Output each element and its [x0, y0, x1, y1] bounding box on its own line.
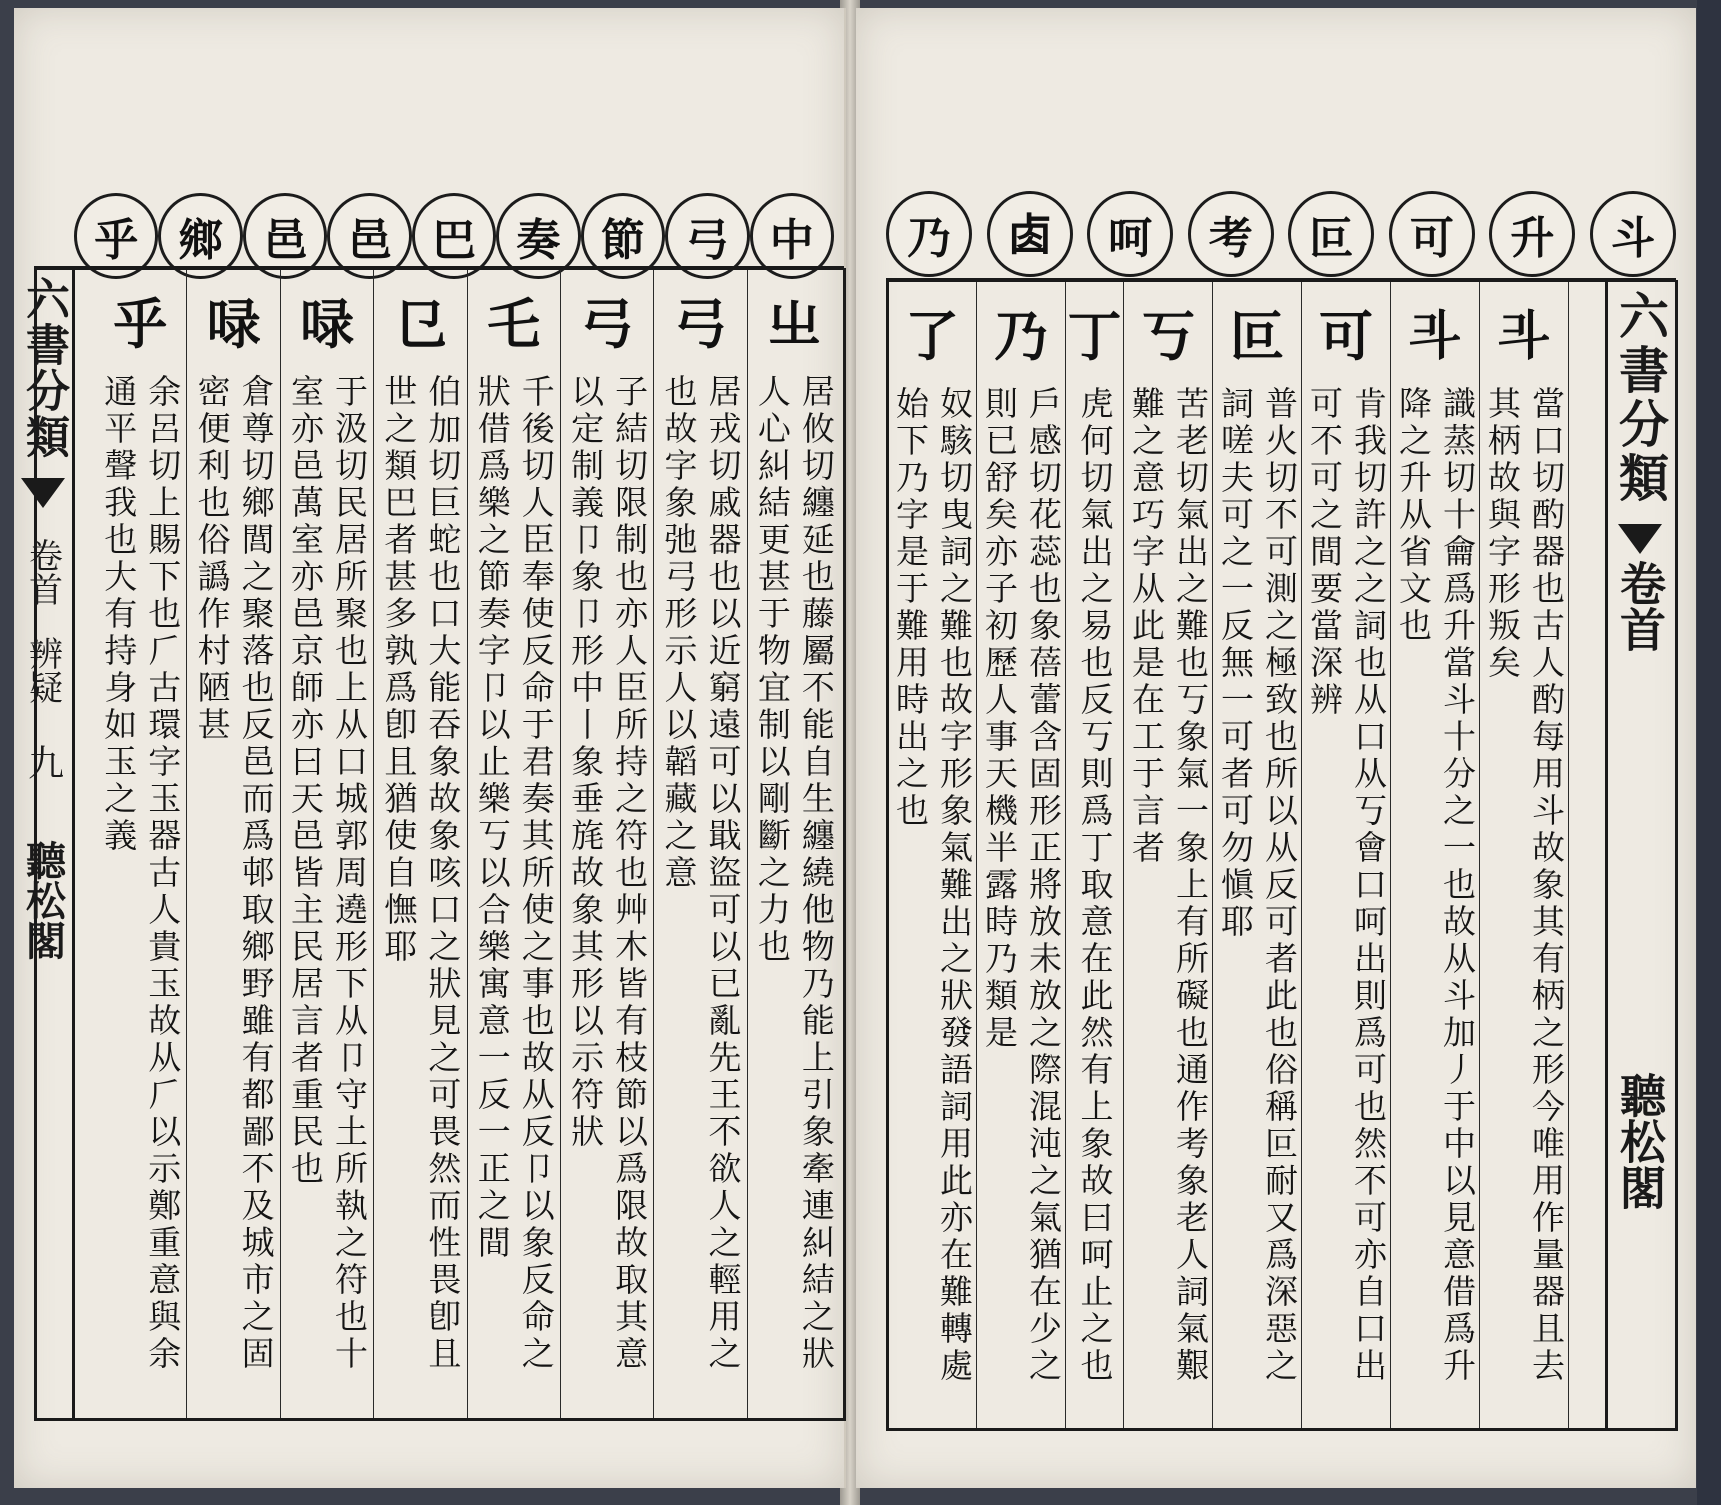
seal-script-glyph: 𣁬: [1408, 304, 1462, 368]
entry-column: [1123, 282, 1212, 1428]
entry-text: 識蒸切十龠爲升當斗十分之一也故从斗加丿于中以見意借爲升降之升从省文也: [1394, 386, 1477, 1385]
seal-char: 𠧪: [987, 191, 1073, 277]
seal-script-glyph: 㞢: [766, 292, 821, 356]
entry-column: [1301, 282, 1390, 1428]
entry-text: 子結切限制也亦人臣所持之符也艸木皆有枝節以爲限故取其意以定制義卩象卩形中丨象垂旄故象其形以示符狀: [566, 374, 650, 1373]
background-edge: [1697, 0, 1721, 1505]
seal-script-glyph: 㖨: [206, 292, 261, 356]
entry-column: [1390, 282, 1479, 1428]
entry-text: 余呂切上賜下也𠂆古環字玉器古人貴玉故从𠂆以示鄭重意與余通平聲我也大有持身如玉之義: [99, 374, 183, 1373]
margin-fill: [1568, 282, 1605, 1428]
fish-tail-mark: [21, 478, 65, 508]
fish-tail-mark: [1618, 524, 1662, 554]
seal-row: [886, 184, 1676, 284]
seal-char: 弓: [665, 193, 749, 279]
seal-char: 斗: [1590, 191, 1676, 277]
left-page: [14, 8, 846, 1488]
seal-char: 奏: [496, 193, 580, 279]
entry-column: [467, 270, 560, 1418]
entry-text: 普火切不可測之極致也所以从反可者此也俗稱叵耐又爲深惡之詞嗟夫可之一反無一可者可勿愼耶: [1216, 386, 1299, 1385]
seal-char: 考: [1188, 191, 1274, 277]
entry-column: [1479, 282, 1568, 1428]
entry-text: 居戎切戚器也以近窮遠可以戢盜可以已亂先王不欲人之輕用之也故字象弛弓形示人以韜藏之意: [659, 374, 743, 1373]
seal-char: 邑: [327, 193, 411, 279]
entry-column: [747, 270, 840, 1418]
publisher-name: 聽松閣: [19, 840, 67, 960]
entry-column: [186, 270, 279, 1418]
seal-script-glyph: 丂: [1141, 304, 1195, 368]
entry-column: [560, 270, 653, 1418]
seal-script-glyph: 弓: [580, 292, 635, 356]
right-page: [856, 8, 1696, 1488]
entry-text: 于汲切民居所聚也上从口城郭周遶形下从卩守土所執之符也十室亦邑萬室亦邑京師亦曰天邑皆主民居言者重民也: [285, 374, 369, 1373]
seal-script-glyph: 叵: [1230, 304, 1284, 368]
seal-char: 可: [1389, 191, 1475, 277]
entry-column: [280, 270, 373, 1418]
seal-script-glyph: 乇: [486, 292, 541, 356]
entry-text: 戶感切花蕊也象蓓蕾含固形正將放未放之際混沌之氣猶在少之則已舒矣亦子初歷人事天機半露時乃類是: [980, 386, 1063, 1385]
seal-char: 乃: [886, 191, 972, 277]
seal-char: 中: [750, 193, 834, 279]
entry-text: 肯我切許之之詞也从口从丂會口呵出則爲可也然不可亦自口出可不可之間要當深辨: [1305, 386, 1388, 1385]
seal-script-glyph: 㖨: [299, 292, 354, 356]
seal-char: 鄉: [158, 193, 242, 279]
seal-script-glyph: 丁: [1067, 304, 1122, 368]
entry-text: 奴駭切曳詞之難也故字形象氣難出之狀發語詞用此亦在難轉處始下乃字是于難用時出之也: [891, 386, 974, 1385]
seal-script-glyph: 㔾: [393, 292, 448, 356]
book-title-column: [1605, 282, 1672, 1428]
entry-column: [888, 282, 976, 1428]
entry-text: 伯加切巨蛇也口大能吞象故象咳口之狀見之可畏然而性畏卽且世之類巴者甚多孰爲卽且猶使自憮耶: [379, 374, 463, 1373]
seal-script-glyph: 乎: [113, 292, 168, 356]
entry-text: 千後切人臣奉使反命于君奏其所使之事也故从反卩以象反命之狀借爲樂之節奏字卩以止樂丂以合樂寓意一反一正之間: [472, 374, 556, 1373]
book-title: 六書分類: [18, 276, 69, 460]
entry-column: [373, 270, 466, 1418]
entry-text: 虎何切氣出之易也反丂則爲丁取意在此然有上象故曰呵止之也: [1075, 386, 1115, 1385]
entry-text: 當口切酌器也古人酌每用斗故象其有柄之形今唯用作量器且去其柄故與字形叛矣: [1483, 386, 1566, 1385]
seal-char: 乎: [74, 193, 158, 279]
seal-char: 呵: [1087, 191, 1173, 277]
seal-char: 節: [581, 193, 665, 279]
entry-column: [1212, 282, 1301, 1428]
seal-script-glyph: 可: [1319, 304, 1373, 368]
book-title: 六書分類: [1611, 290, 1670, 506]
entry-columns: [888, 282, 1568, 1428]
seal-char: 叵: [1288, 191, 1374, 277]
entry-column: [653, 270, 746, 1418]
entry-text: 居攸切纏延也藤屬不能自生纏繞他物乃能上引象牽連糾結之狀人心糾結更甚于物宜制以剛斷之力也: [752, 374, 836, 1373]
entry-text: 倉尊切鄉閭之聚落也反邑而爲邨取鄉野雖有都鄙不及城市之固密便利也俗譌作村陋甚: [192, 374, 276, 1373]
subsection-label: 辨疑: [22, 636, 63, 704]
section-label: 卷首: [1613, 560, 1667, 652]
seal-script-glyph: 𣁬: [1497, 304, 1551, 368]
seal-script-glyph: 乃: [994, 304, 1048, 368]
seal-script-glyph: 弓: [673, 292, 728, 356]
seal-char: 升: [1489, 191, 1575, 277]
publisher-name: 聽松閣: [1613, 1072, 1667, 1210]
seal-char: 邑: [243, 193, 327, 279]
entry-column: [976, 282, 1065, 1428]
section-label: 卷首: [22, 538, 63, 606]
entry-columns: [94, 270, 840, 1418]
entry-column: [94, 270, 186, 1418]
page-margin-band: [14, 270, 75, 1418]
seal-char: 巴: [412, 193, 496, 279]
entry-text: 苦老切氣出之難也丂象氣一象上有所礙也通作考象老人詞氣艱難之意巧字从此是在工于言者: [1127, 386, 1210, 1385]
page-margin-band: [1568, 282, 1672, 1428]
seal-script-glyph: 了: [905, 304, 959, 368]
page-number: 九: [22, 744, 64, 780]
entry-column: [1065, 282, 1123, 1428]
